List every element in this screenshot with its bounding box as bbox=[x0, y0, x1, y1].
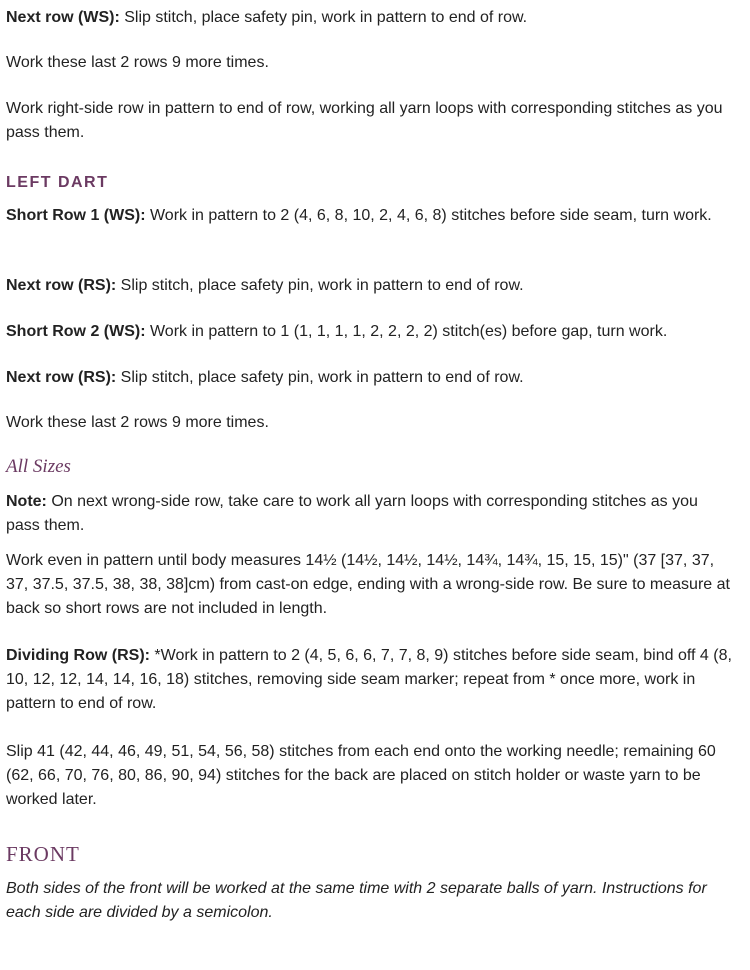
paragraph-text: Both sides of the front will be worked at the same time with 2 separate balls of yarn. Instructions for each side are divided by a semicolon. bbox=[6, 880, 707, 921]
row-label: Next row (WS): bbox=[6, 9, 120, 26]
next-row-ws-instruction bbox=[6, 6, 736, 30]
dividing-row-instruction bbox=[6, 644, 736, 716]
front-heading: FRONT bbox=[6, 842, 80, 866]
repeat-rows-instruction-2 bbox=[6, 411, 736, 435]
row-text: Work in pattern to 2 (4, 6, 8, 10, 2, 4, 6, 8) stitches before side seam, turn work. bbox=[145, 207, 712, 224]
note-text: On next wrong-side row, take care to work all yarn loops with corresponding stitches as you pass them. bbox=[6, 493, 698, 534]
left-dart-heading: LEFT DART bbox=[6, 174, 109, 191]
row-label: Next row (RS): bbox=[6, 277, 117, 294]
work-even-instruction bbox=[6, 549, 736, 621]
right-side-row-instruction bbox=[6, 97, 736, 145]
paragraph-text: Slip 41 (42, 44, 46, 49, 51, 54, 56, 58) stitches from each end onto the working needle; remaining 60 (62, 66, 70, 76, 80, 86, 90, 94) stitches for the back are placed on stitch holder or waste yarn to be worked later. bbox=[6, 743, 716, 808]
slip-stitches-instruction bbox=[6, 740, 736, 812]
row-label: Next row (RS): bbox=[6, 369, 117, 386]
paragraph-text: Work these last 2 rows 9 more times. bbox=[6, 54, 269, 71]
row-text: Work in pattern to 1 (1, 1, 1, 1, 2, 2, 2, 2) stitch(es) before gap, turn work. bbox=[145, 323, 668, 340]
repeat-rows-instruction bbox=[6, 51, 736, 75]
next-row-rs-instruction-2 bbox=[6, 366, 736, 390]
row-text: *Work in pattern to 2 (4, 5, 6, 6, 7, 7, 8, 9) stitches before side seam, bind off 4 (8, 10, 12, 12, 14, 14, 16, 18) stitches, removing side seam marker; repeat from * once more, work in pattern to end of row. bbox=[6, 647, 732, 712]
row-label: Dividing Row (RS): bbox=[6, 647, 150, 664]
next-row-rs-instruction bbox=[6, 274, 736, 298]
row-label: Short Row 1 (WS): bbox=[6, 207, 146, 224]
paragraph-text: Work even in pattern until body measures 14½ (14½, 14½, 14½, 14¾, 14¾, 15, 15, 15)" (37 [37, 37, 37, 37.5, 37.5, 38, 38, 38]cm) from cast-on edge, ending with a wrong-side row. Be sure to measure at back so short rows are not included in length. bbox=[6, 552, 730, 617]
short-row-2-instruction bbox=[6, 320, 736, 344]
row-label: Short Row 2 (WS): bbox=[6, 323, 146, 340]
note-paragraph bbox=[6, 490, 736, 538]
row-text: Slip stitch, place safety pin, work in pattern to end of row. bbox=[116, 277, 524, 294]
front-intro-paragraph bbox=[6, 877, 736, 925]
all-sizes-heading: All Sizes bbox=[6, 456, 71, 477]
row-text: Slip stitch, place safety pin, work in pattern to end of row. bbox=[119, 9, 528, 26]
note-label: Note: bbox=[6, 493, 47, 510]
short-row-1-instruction bbox=[6, 204, 736, 228]
row-text: Slip stitch, place safety pin, work in pattern to end of row. bbox=[116, 369, 524, 386]
paragraph-text: Work these last 2 rows 9 more times. bbox=[6, 414, 269, 431]
paragraph-text: Work right-side row in pattern to end of row, working all yarn loops with corresponding stitches as you pass them. bbox=[6, 100, 723, 141]
